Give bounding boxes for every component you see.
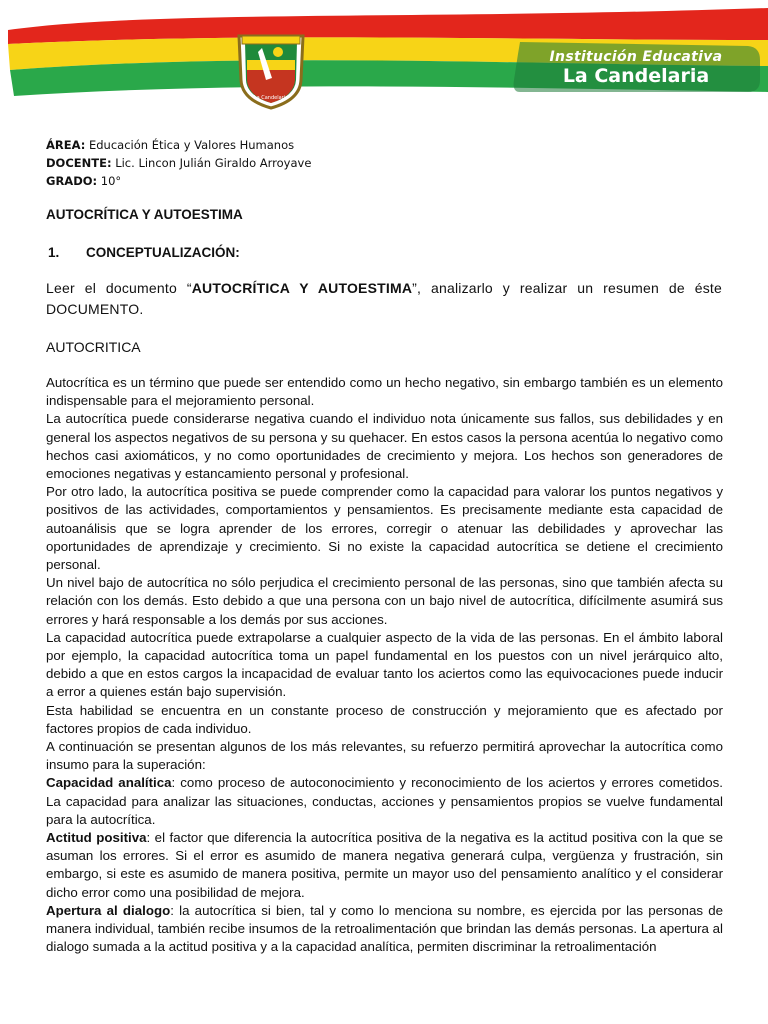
paragraph: La capacidad autocrítica puede extrapolarse a cualquier aspecto de la vida de las personas. En el ámbito laboral por ejemplo, la capacidad autocrítica toma un papel fundamental en los puestos con un nivel jerárquico alto, debido a que en estos cargos la incapacidad de evaluar tanto los aciertos como las equivocaciones puede inducir a error a quienes están bajo supervisión. — [46, 629, 723, 700]
paragraph: Esta habilidad se encuentra en un constante proceso de construcción y mejoramiento que es afectado por factores propios de cada individuo. — [46, 702, 723, 736]
intro-bold: AUTOCRÍTICA Y AUTOESTIMA — [191, 280, 413, 296]
grado-value: 10° — [100, 174, 122, 188]
area-value: Educación Ética y Valores Humanos — [88, 138, 295, 152]
factor-item — [46, 829, 723, 902]
paragraph: Un nivel bajo de autocrítica no sólo perjudica el crecimiento personal de las personas, sino que también afecta su relación con los demás. Esto debido a que una persona con un bajo nivel de autocrítica, difícilmente asumirá sus errores y hará responsable a los demás por sus acciones. — [46, 575, 723, 627]
body-text — [46, 374, 723, 957]
area-label: ÁREA: — [46, 138, 86, 152]
document-metadata — [46, 136, 311, 190]
shield-motto-text: La Candelaria — [253, 95, 289, 101]
section-heading — [48, 245, 240, 260]
paragraph: Autocrítica es un término que puede ser entendido como un hecho negativo, sin embargo también es un elemento indispensable para el mejoramiento personal. — [46, 375, 723, 409]
subheading: AUTOCRITICA — [46, 339, 141, 355]
factor-term: Actitud positiva — [46, 830, 147, 846]
factor-text: : como proceso de autoconocimiento y reconocimiento de los aciertos y errores cometidos. La capacidad para analizar las situaciones, conductas, acciones y pensamientos propios se vuelve fundamental para la autocrítica. — [46, 775, 724, 827]
header-banner — [0, 0, 768, 118]
institution-line-1: Institución Educativa — [549, 49, 723, 65]
factor-text: : la autocrítica si bien, tal y como lo menciona su nombre, es ejercida por las personas de manera individual, también recibe insumos de la retroalimentación que brindan las demás personas. La apertura al dialogo sumada a la actitud positiva y a la capacidad analítica, permiten discriminar la retroalimentación — [46, 902, 723, 955]
institution-line-2: La Candelaria — [562, 65, 710, 87]
instruction-paragraph — [46, 278, 722, 320]
docente-label: DOCENTE: — [46, 156, 112, 170]
factor-text: : el factor que diferencia la autocrítica positiva de la negativa es la actitud positiva con la que se asuman los errores. Si el error es asumido de manera negativa generará culpa, vergüenza y frustración, sin embargo, si este es asumido de manera positiva, permite un mayor uso del pensamiento analítico y el considerar dicho error como una posibilidad de mejora. — [46, 830, 723, 900]
factor-item — [46, 902, 723, 957]
factor-item — [46, 774, 723, 829]
docente-row — [46, 154, 311, 172]
intro-after: ”, analizarlo y realizar un resumen de éste DOCUMENTO. — [46, 280, 722, 317]
factor-term: Apertura al dialogo — [46, 902, 171, 918]
factor-term: Capacidad analítica — [46, 775, 172, 791]
paragraph: Por otro lado, la autocrítica positiva se puede comprender como la capacidad para valorar los puntos negativos y positivos de las actividades, comportamientos y pensamientos. Es precisamente mediante esta capacidad de autoanálisis que se logra aprender de los errores, corregir o atenuar las debilidades y aprovechar las oportunidades de aprendizaje y crecimiento. Si no existe la capacidad autocrítica se detiene el crecimiento personal. — [46, 484, 723, 573]
area-row — [46, 136, 311, 154]
document-title: AUTOCRÍTICA Y AUTOESTIMA — [46, 207, 243, 222]
docente-value: Lic. Lincon Julián Giraldo Arroyave — [115, 156, 312, 170]
paragraph: La autocrítica puede considerarse negativa cuando el individuo nota únicamente sus fallos, sus debilidades y en general los aspectos negativos de su persona y su quehacer. En estos casos la persona acentúa lo negativo como hechos casi axiomáticos, y no como oportunidades de crecimiento y mejora. Los hechos son generadores de emociones negativas y estancamiento personal y profesional. — [46, 411, 723, 482]
paragraph: A continuación se presentan algunos de los más relevantes, su refuerzo permitirá aprovechar la autocrítica como insumo para la superación: — [46, 739, 723, 773]
grado-label: GRADO: — [46, 174, 98, 188]
section-title: CONCEPTUALIZACIÓN: — [86, 245, 240, 260]
grado-row — [46, 172, 311, 190]
institution-name — [526, 50, 746, 86]
section-number: 1. — [48, 245, 60, 260]
intro-before: Leer el documento “ — [46, 280, 192, 296]
